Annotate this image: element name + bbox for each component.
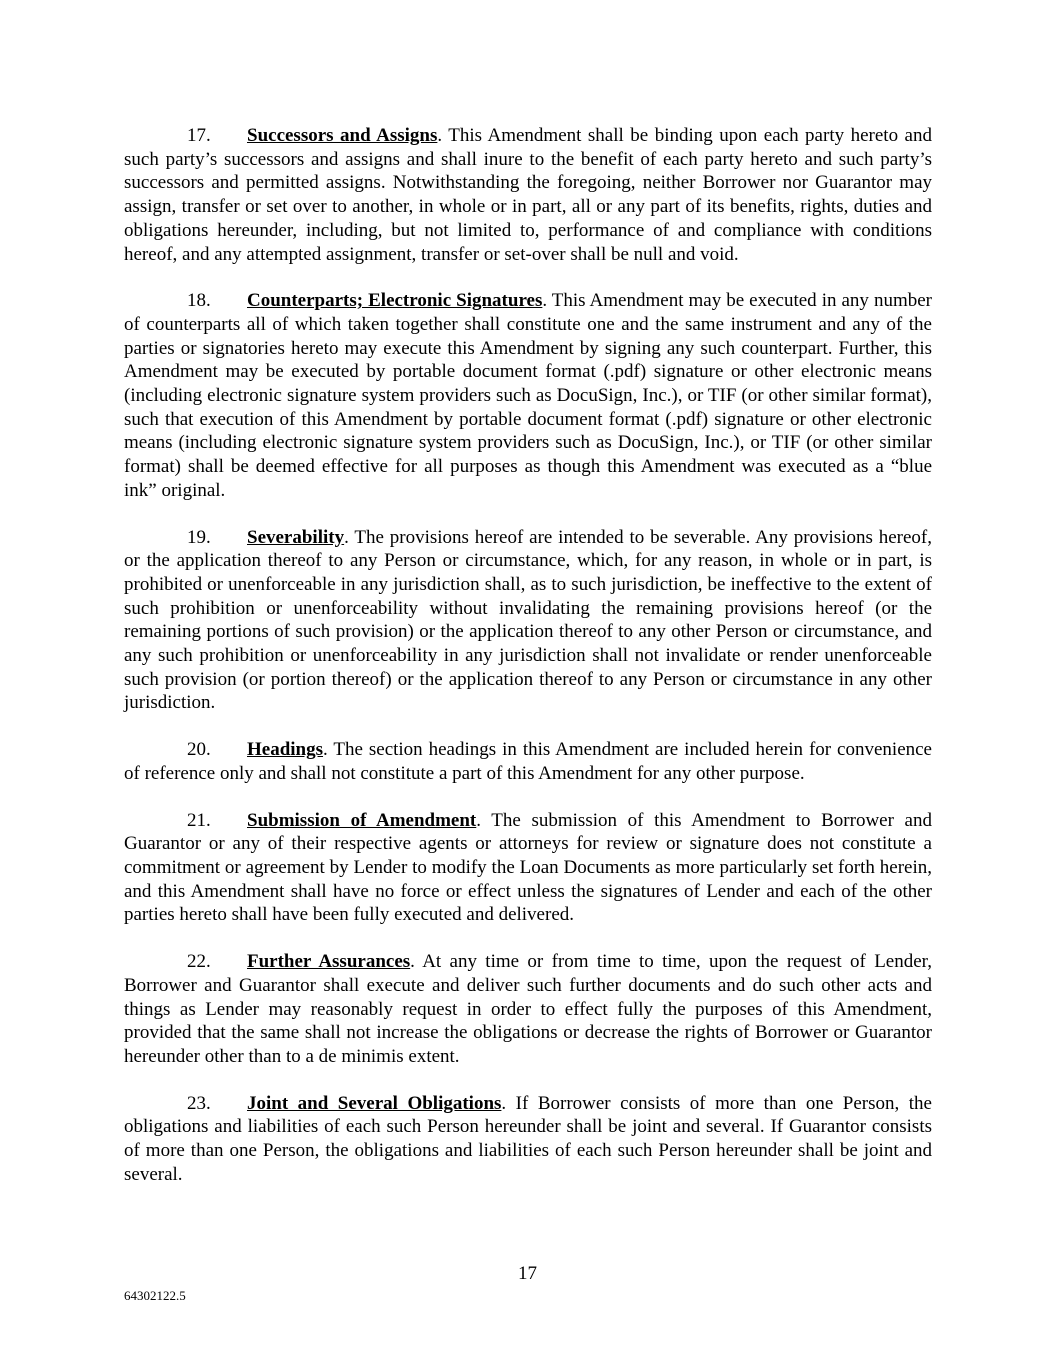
section-18 xyxy=(124,289,932,502)
section-number: 20. xyxy=(187,739,211,761)
section-20 xyxy=(124,738,932,785)
section-heading: Further Assurances xyxy=(247,951,411,973)
section-heading: Joint and Several Obligations xyxy=(247,1092,502,1114)
section-number: 22. xyxy=(187,951,211,973)
section-text: . The submission of this Amendment to Borrower and Guarantor or any of their respective agents or attorneys for review or signature does not constitute a commitment or agreement by Lender to modify the Loan Documents as more particularly set forth herein, and this Amendment shall have no force or effect unless the signatures of Lender and each of the other parties hereto shall have been fully executed and delivered. xyxy=(124,809,932,926)
section-text: . This Amendment shall be binding upon each party hereto and such party’s successors and assigns and shall inure to the benefit of each party hereto and such party’s successors and permitted assigns. Notwithstanding the foregoing, neither Borrower nor Guarantor may assign, transfer or set over to another, in whole or in part, all or any part of its benefits, rights, duties and obligations hereunder, including, but not limited to, performance of and compliance with conditions hereof, and any attempted assignment, transfer or set-over shall be null and void. xyxy=(124,125,932,265)
section-text: . At any time or from time to time, upon the request of Lender, Borrower and Guarantor shall execute and deliver such further documents and do such other acts and things as Lender may reasonably request in order to effect fully the purposes of this Amendment, provided that the same shall not increase the obligations or decrease the rights of Borrower or Guarantor hereunder other than to a de minimis extent. xyxy=(124,951,932,1067)
section-text: . The provisions hereof are intended to be severable. Any provisions hereof, or the application thereof to any Person or circumstance, which, for any reason, in whole or in part, is prohibited or unenforceable in any jurisdiction shall, as to such jurisdiction, be ineffective to the extent of such prohibition or unenforceability without invalidating the remaining provisions hereof (or the remaining portions of such provision) or the application thereof to any other Person or circumstance, and any such prohibition or unenforceability in any jurisdiction shall not invalidate or render unenforceable such provision (or portion thereof) or the application thereof to any Person or circumstance in any other jurisdiction. xyxy=(124,526,932,714)
section-heading: Successors and Assigns xyxy=(247,125,438,146)
document-page xyxy=(124,124,932,1209)
section-number: 18. xyxy=(187,290,211,312)
page-number: 17 xyxy=(518,1263,537,1284)
section-number: 21. xyxy=(187,809,211,831)
section-heading: Severability xyxy=(247,526,345,548)
section-number: 19. xyxy=(187,526,211,548)
section-heading: Headings xyxy=(247,739,324,761)
section-19 xyxy=(124,526,932,716)
section-number: 23. xyxy=(187,1092,211,1114)
section-text: . This Amendment may be executed in any number of counterparts all of which taken together shall constitute one and the same instrument and any of the parties or signatories hereto may execute this Amendment by signing any such counterpart. Further, this Amendment may be executed by portable document format (.pdf) signature or other electronic means (including electronic signature system providers such as DocuSign, Inc.), or TIF (or other similar format), such that execution of this Amendment by portable document format (.pdf) signature or other electronic means (including electronic signature system providers such as DocuSign, Inc.), or TIF (or other similar format) shall be deemed effective for all purposes as though this Amendment was executed as a “blue ink” original. xyxy=(124,290,932,501)
section-number: 17. xyxy=(187,125,211,146)
section-text: . The section headings in this Amendment are included herein for convenience of reference only and shall not constitute a part of this Amendment for any other purpose. xyxy=(124,739,932,784)
document-id: 64302122.5 xyxy=(124,1288,186,1303)
section-22 xyxy=(124,950,932,1069)
section-heading: Submission of Amendment xyxy=(247,809,477,831)
section-text: . If Borrower consists of more than one Person, the obligations and liabilities of each such Person hereunder shall be joint and several. If Guarantor consists of more than one Person, the obligations and liabilities of each such Person hereunder shall be joint and several. xyxy=(124,1092,932,1185)
section-23 xyxy=(124,1092,932,1187)
section-17 xyxy=(124,124,932,266)
section-heading: Counterparts; Electronic Signatures xyxy=(247,290,543,312)
section-21 xyxy=(124,809,932,928)
